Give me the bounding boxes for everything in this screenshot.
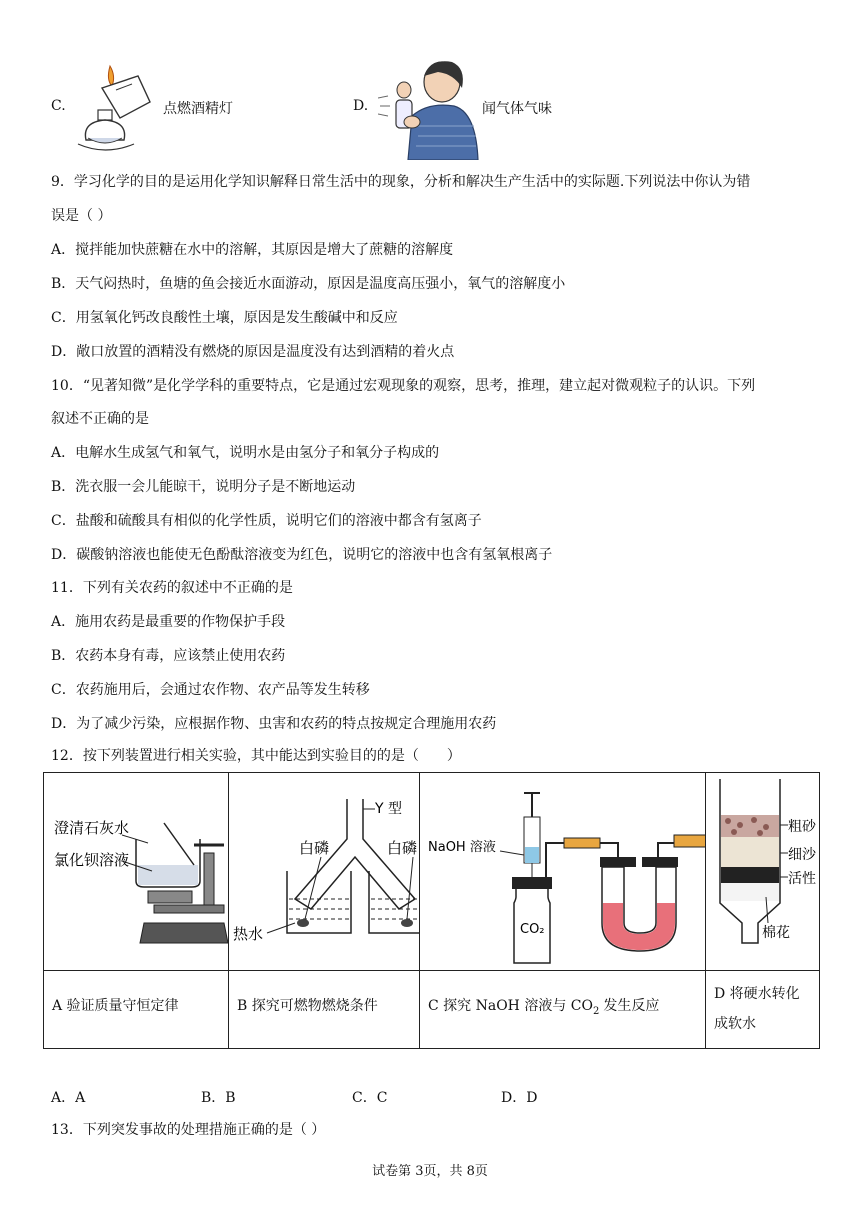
option-letter: D.: [353, 98, 369, 114]
option-letter: C.: [51, 98, 66, 114]
question-stem: 误是（ ）: [51, 208, 112, 224]
label-co2: CO₂: [520, 922, 545, 937]
label-y-tube: Y 型: [375, 801, 403, 817]
answer-c: C．C: [352, 1090, 388, 1106]
page-footer: 试卷第 3页，共 8页: [372, 1164, 488, 1179]
option-d: D．碳酸钠溶液也能使无色酚酞溶液变为红色，说明它的溶液中也含有氢氧根离子: [51, 547, 553, 563]
option-d: D．为了减少污染，应根据作物、虫害和农药的特点按规定合理施用农药: [51, 716, 497, 732]
answer-d: D．D: [501, 1090, 538, 1106]
label-fine-sand: 细沙: [788, 847, 816, 863]
figure-cell-b: [229, 773, 420, 971]
option-c: C．用氢氧化钙改良酸性土壤，原因是发生酸碱中和反应: [51, 310, 398, 326]
label-activated: 活性: [788, 871, 816, 887]
label-coarse-sand: 粗砂: [788, 819, 816, 835]
question-stem: 11．下列有关农药的叙述中不正确的是: [51, 580, 293, 596]
question-stem: 12．按下列装置进行相关实验，其中能达到实验目的的是（ ）: [51, 748, 461, 764]
alcohol-lamp-figure: [72, 58, 164, 156]
question-stem: 10．“见著知微”是化学学科的重要特点，它是通过宏观现象的观察，思考，推理，建立起对微观粒子的认识。下列: [51, 378, 756, 394]
smelling-gas-figure: [378, 56, 482, 160]
caption-c: C 探究 NaOH 溶液与 $CO_2$ 发生反应: [428, 998, 660, 1017]
caption-cell-b: [229, 971, 420, 1049]
figure-cell-c: [420, 773, 706, 971]
question-stem: 9．学习化学的目的是运用化学知识解释日常生活中的现象，分析和解决生产生活中的实际题.下列说法中你认为错: [51, 174, 751, 190]
option-a: A．施用农药是最重要的作物保护手段: [51, 614, 286, 630]
label-hot-water: 热水: [233, 925, 264, 943]
label-white-phosphorus-left: 白磷: [299, 839, 330, 857]
y-tube-figure: [229, 773, 419, 966]
option-b: B．农药本身有毒，应该禁止使用农药: [51, 648, 286, 664]
caption-d: D 将硬水转化 成软水: [714, 986, 800, 1032]
option-a: A．电解水生成氢气和氧气，说明水是由氢分子和氧分子构成的: [51, 445, 440, 461]
question-13-stem: 13．下列突发事故的处理措施正确的是（ ）: [51, 1122, 326, 1138]
option-c: C．盐酸和硫酸具有相似的化学性质，说明它们的溶液中都含有氢离子: [51, 513, 482, 529]
label-white-phosphorus-right: 白磷: [387, 839, 418, 857]
experiment-table: [43, 772, 820, 1049]
option-a: A．搅拌能加快蔗糖在水中的溶解，其原因是增大了蔗糖的溶解度: [51, 242, 454, 258]
option-c: C．农药施用后，会通过农作物、农产品等发生转移: [51, 682, 370, 698]
caption-cell-c: [420, 971, 706, 1049]
answer-a: A．A: [51, 1090, 86, 1106]
caption-a: A 验证质量守恒定律: [52, 998, 179, 1014]
question-stem: 叙述不正确的是: [51, 411, 149, 427]
co2-naoh-figure: [420, 773, 705, 966]
option-b: B．天气闷热时，鱼塘的鱼会接近水面游动，原因是温度高压强小，氧气的溶解度小: [51, 276, 566, 292]
caption-b: B 探究可燃物燃烧条件: [237, 998, 378, 1014]
caption-cell-a: [44, 971, 229, 1049]
label-cotton: 棉花: [762, 925, 790, 941]
balance-figure: [44, 773, 228, 966]
label-naoh: NaOH 溶液: [428, 840, 496, 855]
answer-b: B．B: [201, 1090, 236, 1106]
caption-cell-d: [706, 971, 820, 1049]
label-lime-water: 澄清石灰水: [54, 819, 130, 837]
water-filter-figure: [706, 773, 819, 966]
figure-cell-a: [44, 773, 229, 971]
option-text: 闻气体气味: [482, 101, 552, 117]
option-d: D．敞口放置的酒精没有燃烧的原因是温度没有达到酒精的着火点: [51, 344, 455, 360]
option-text: 点燃酒精灯: [163, 101, 233, 117]
figure-cell-d: [706, 773, 820, 971]
label-bacl2: 氯化钡溶液: [54, 851, 130, 869]
option-b: B．洗衣服一会儿能晾干，说明分子是不断地运动: [51, 479, 356, 495]
